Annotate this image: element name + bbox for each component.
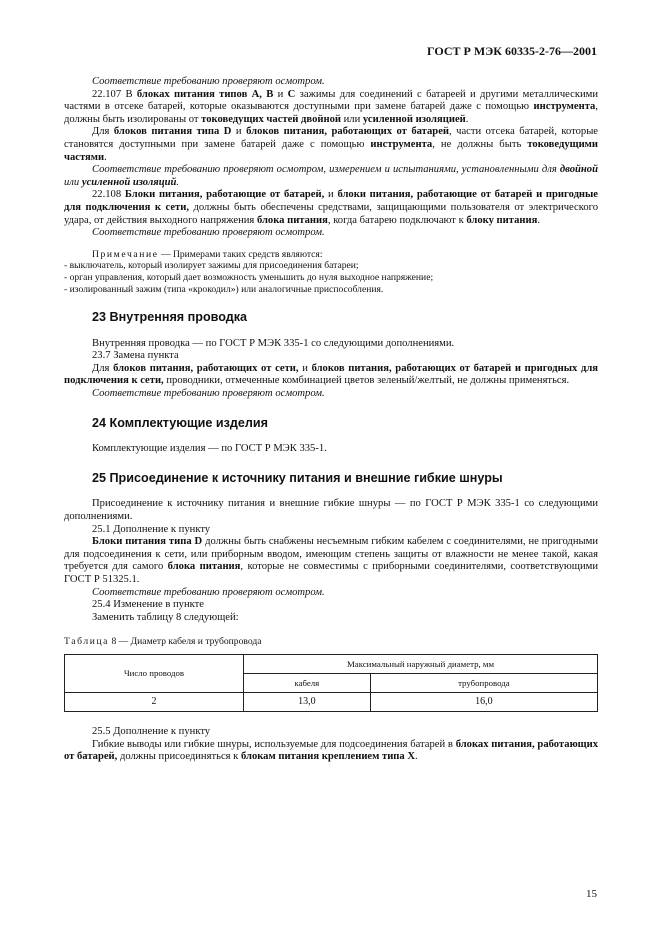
section-25-intro: Присоединение к источнику питания и внешние гибкие шнуры — по ГОСТ Р МЭК 335-1 со следующими дополнениями. <box>64 498 598 523</box>
cell-wires: 2 <box>65 692 244 711</box>
cable-diameter-table <box>64 654 598 712</box>
section-23-title: 23 Внутренняя проводка <box>92 310 248 325</box>
clause-25-1: 25.1 Дополнение к пункту <box>92 523 211 535</box>
clause-22-107: 22.107 В блоках питания типов А, В и С зажимы для соединений с батареей и другими металлическими частями в отсеке батарей, которые оказываются доступными при замене батарей даже с помощью инструмента, должны быть изолированы от токоведущих частей двойной или усиленной изоляцией. <box>64 88 599 125</box>
clause-25-5: 25.5 Дополнение к пункту <box>92 725 211 737</box>
page-header: ГОСТ Р МЭК 60335-2-76—2001 <box>427 44 597 58</box>
clause-25-4-text: Заменить таблицу 8 следующей: <box>92 611 239 623</box>
header-cable: кабеля <box>244 673 371 692</box>
clause-25-1-text: Блоки питания типа D должны быть снабжены несъемным гибким кабелем с соединителями, не пригодными для подсоединения к сети, или приборным вводом, имеющим степень защиты от влажности не менее такой, какая требуется для самого блока питания, которые не совместимы с приборными соединителями, соответствующими ГОСТ Р 51325.1. <box>64 536 598 585</box>
paragraph-type-d: Для блоков питания типа D и блоков питания, работающих от батарей, части отсека батарей, которые становятся доступными при замене батарей даже с помощью инструмента, не должны быть токоведущими частями. <box>64 126 599 163</box>
header-wire-count: Число проводов <box>65 654 244 692</box>
section-24-intro: Комплектующие изделия — по ГОСТ Р МЭК 335-1. <box>92 443 327 455</box>
section-23-intro: Внутренняя проводка — по ГОСТ Р МЭК 335-1 со следующими дополнениями. <box>92 337 455 349</box>
page-content <box>64 76 598 764</box>
section-24-title: 24 Комплектующие изделия <box>92 415 268 430</box>
page-number: 15 <box>586 888 597 900</box>
cell-cable: 13,0 <box>244 692 371 711</box>
note: Примечание — Примерами таких средств являются: <box>92 248 323 260</box>
header-max-diameter: Максимальный наружный диаметр, мм <box>244 654 598 673</box>
clause-22-108: 22.108 Блоки питания, работающие от батарей, и блоки питания, работающие от батарей и пригодные для подключения к сети, должны быть обеспечены средствами, защищающими пользователя от электрического удара, от действия выходного напряжения блока питания, когда батарею подключают к блоку питания. <box>64 189 599 226</box>
note-item: - орган управления, который дает возможность уменьшить до нуля выходное напряжение; <box>64 271 434 283</box>
compliance-note: Соответствие требованию проверяют осмотром. <box>92 227 325 239</box>
clause-25-4: 25.4 Изменение в пункте <box>92 599 204 611</box>
table-row <box>65 692 598 711</box>
note-item: - выключатель, который изолирует зажимы для присоединения батареи; <box>64 260 359 272</box>
note-item: - изолированный зажим (типа «крокодил») или аналогичные приспособления. <box>64 283 384 295</box>
compliance-note: Соответствие требованию проверяют осмотром. <box>92 388 325 400</box>
compliance-note: Соответствие требованию проверяют осмотром. <box>92 76 325 87</box>
clause-23-7-text: Для блоков питания, работающих от сети, и блоков питания, работающих от батарей и пригодных для подключения к сети, проводники, отмеченные комбинацией цветов зеленый/желтый, не должны применяться. <box>64 362 599 387</box>
compliance-note: Соответствие требованию проверяют осмотром. <box>92 586 325 598</box>
clause-23-7: 23.7 Замена пункта <box>92 350 179 362</box>
compliance-note: Соответствие требованию проверяют осмотром, измерением и испытаниями, установленными для двойной или усиленной изоляций. <box>64 164 598 188</box>
table-caption: Таблица 8 — Диаметр кабеля и трубопровода <box>64 636 262 648</box>
section-25-title: 25 Присоединение к источнику питания и внешние гибкие шнуры <box>92 470 503 485</box>
clause-25-5-text: Гибкие выводы или гибкие шнуры, используемые для подсоединения батарей в блоках питания, работающих от батарей, должны присоединяться к блокам питания креплением типа X. <box>64 738 599 763</box>
header-conduit: трубопровода <box>370 673 597 692</box>
cell-conduit: 16,0 <box>370 692 597 711</box>
